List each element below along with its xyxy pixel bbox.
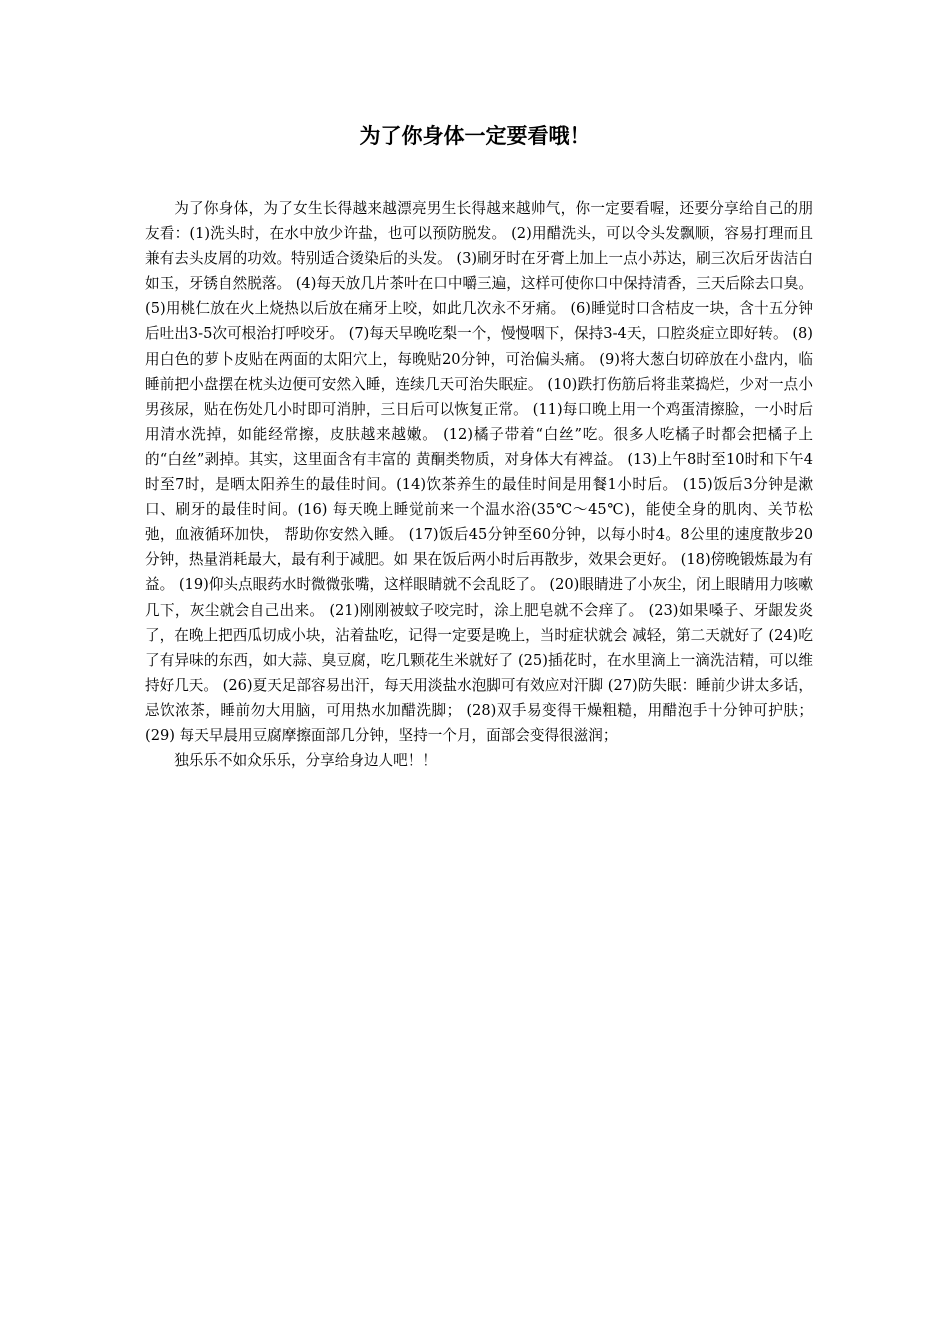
main-paragraph: 为了你身体，为了女生长得越来越漂亮男生长得越来越帅气，你一定要看喔，还要分享给自己的朋友看：(1)洗头时，在水中放少许盐，也可以预防脱发。 (2)用醋洗头，可以令头发飘顺，容易打理而且兼有去头皮屑的功效。特别适合烫染后的头发。 (3)刷牙时在牙膏上加上一点小苏达，刷三次后牙齿洁白如玉，牙锈自然脱落。 (4)每天放几片茶叶在口中嚼三遍，这样可使你口中保持清香，三天后除去口臭。 (5)用桃仁放在火上烧热以后放在痛牙上咬，如此几次永不牙痛。 (6)睡觉时口含桔皮一块，含十五分钟后吐出3-5次可根治打呼咬牙。 (7)每天早晚吃梨一个，慢慢咽下，保持3-4天，口腔炎症立即好转。 (8)用白色的萝卜皮贴在两面的太阳穴上，每晚贴20分钟，可治偏头痛。 (9)将大葱白切碎放在小盘内，临睡前把小盘摆在枕头边便可安然入睡，连续几天可治失眠症。 (10)跌打伤筋后将韭菜捣烂，少对一点小男孩尿，贴在伤处几小时即可消肿，三日后可以恢复正常。 (11)每口晚上用一个鸡蛋清擦脸，一小时后用清水洗掉，如能经常擦，皮肤越来越嫩。 (12)橘子带着“白丝”吃。很多人吃橘子时都会把橘子上的“白丝”剥掉。其实，这里面含有丰富的 黄酮类物质，对身体大有裨益。 (13)上午8时至10时和下午4时至7时，是晒太阳养生的最佳时间。(14)饮茶养生的最佳时间是用餐1小时后。 (15)饭后3分钟是漱口、刷牙的最佳时间。(16) 每天晚上睡觉前来一个温水浴(35℃～45℃)，能使全身的肌肉、关节松弛，血液循环加快， 帮助你安然入睡。 (17)饭后45分钟至60分钟，以每小时4。8公里的速度散步20分钟，热量消耗最大，最有利于减肥。如 果在饭后两小时后再散步，效果会更好。 (18)傍晚锻炼最为有益。 (19)仰头点眼药水时微微张嘴，这样眼睛就不会乱眨了。 (20)眼睛进了小灰尘，闭上眼睛用力咳嗽几下，灰尘就会自己出来。 (21)刚刚被蚊子咬完时，涂上肥皂就不会痒了。 (23)如果嗓子、牙龈发炎了，在晚上把西瓜切成小块，沾着盐吃，记得一定要是晚上，当时症状就会 减轻，第二天就好了 (24)吃了有异味的东西，如大蒜、臭豆腐，吃几颗花生米就好了 (25)插花时，在水里滴上一滴洗洁精，可以维持好几天。 (26)夏天足部容易出汗，每天用淡盐水泡脚可有效应对汗脚 (27)防失眠：睡前少讲太多话，忌饮浓茶，睡前勿大用脑，可用热水加醋洗脚； (28)双手易变得干燥粗糙，用醋泡手十分钟可护肤；(29) 每天早晨用豆腐摩擦面部几分钟，坚持一个月，面部会变得很滋润； <box>145 200 813 744</box>
document-body <box>145 196 813 773</box>
closing-paragraph: 独乐乐不如众乐乐，分享给身边人吧！！ <box>174 752 437 770</box>
document-title: 为了你身体一定要看哦！ <box>359 123 591 148</box>
